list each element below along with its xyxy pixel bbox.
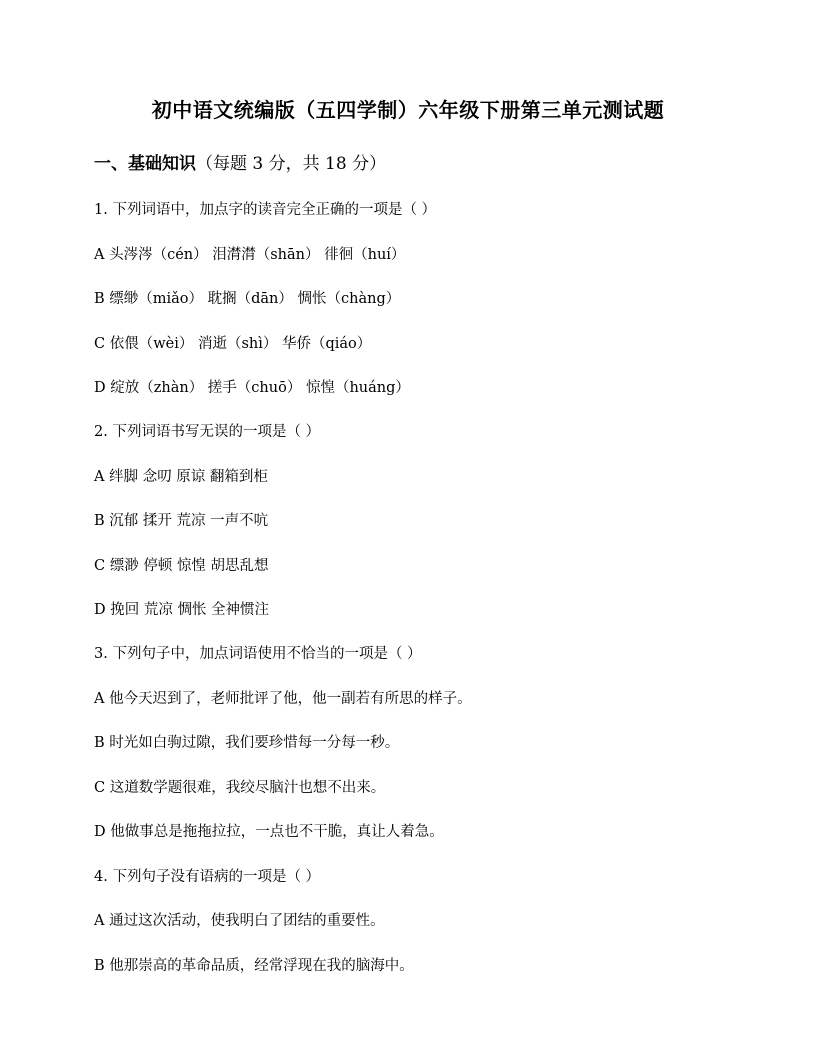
question-4-option-b: B 他那崇高的革命品质，经常浮现在我的脑海中。 xyxy=(94,958,414,974)
question-3-stem: 3. 下列句子中，加点词语使用不恰当的一项是（ ） xyxy=(94,646,422,662)
question-1-stem: 1. 下列词语中，加点字的读音完全正确的一项是（ ） xyxy=(94,202,437,218)
question-2-stem: 2. 下列词语书写无误的一项是（ ） xyxy=(94,424,321,440)
section-heading-note: （每题 3 分，共 18 分） xyxy=(196,154,387,174)
question-2-option-a: A 绊脚 念叨 原谅 翻箱到柜 xyxy=(94,469,268,485)
question-4-stem: 4. 下列句子没有语病的一项是（ ） xyxy=(94,869,321,885)
question-3-option-c: C 这道数学题很难，我绞尽脑汁也想不出来。 xyxy=(94,780,386,796)
question-1-option-a: A 头涔涔（cén） 泪潸潸（shān） 徘徊（huí） xyxy=(94,247,406,263)
section-heading xyxy=(94,149,386,174)
question-3-option-a: A 他今天迟到了，老师批评了他，他一副若有所思的样子。 xyxy=(94,691,472,707)
question-1-option-c: C 依偎（wèi） 消逝（shì） 华侨（qiáo） xyxy=(94,336,372,352)
question-2-option-c: C 缥渺 停顿 惊惶 胡思乱想 xyxy=(94,558,269,574)
question-4-option-a: A 通过这次活动，使我明白了团结的重要性。 xyxy=(94,913,385,929)
question-1-option-b: B 缥缈（miǎo） 耽搁（dān） 惆怅（chàng） xyxy=(94,291,401,307)
section-heading-label: 一、基础知识 xyxy=(94,154,196,174)
question-2-option-b: B 沉郁 揉开 荒凉 一声不吭 xyxy=(94,513,269,529)
document-title: 初中语文统编版（五四学制）六年级下册第三单元测试题 xyxy=(151,98,665,122)
question-3-option-b: B 时光如白驹过隙，我们要珍惜每一分每一秒。 xyxy=(94,735,400,751)
question-1-option-d: D 绽放（zhàn） 搓手（chuō） 惊惶（huáng） xyxy=(94,380,410,396)
question-3-option-d: D 他做事总是拖拖拉拉，一点也不干脆，真让人着急。 xyxy=(94,824,444,840)
question-2-option-d: D 挽回 荒凉 惆怅 全神惯注 xyxy=(94,602,270,618)
